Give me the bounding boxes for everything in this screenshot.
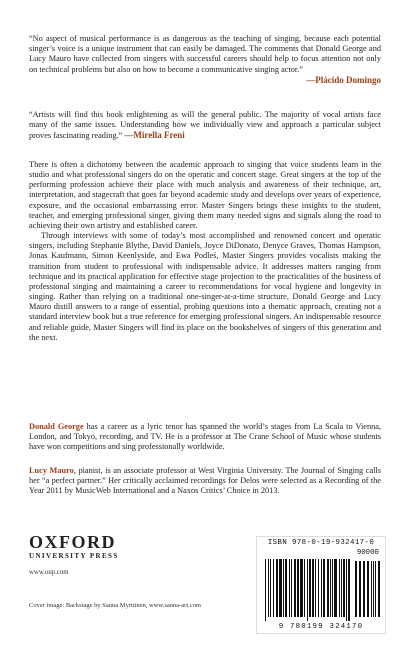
barcode-bar xyxy=(309,559,311,617)
barcode-addon-bar xyxy=(373,561,374,617)
quote-domingo-text: “No aspect of musical performance is as dangerous as the teaching of singing, because each potential singer’s voice is a unique instrument that can easily be damaged. The comments that Donald George and Lucy Mauro have collected from singers with successful careers should help to focus attention not only on technical problems but also on how to become a communicative singing actor.” xyxy=(29,34,381,74)
publisher-subtitle: UNIVERSITY PRESS xyxy=(29,552,119,560)
barcode-bar xyxy=(294,559,296,617)
barcode-bar xyxy=(307,559,308,621)
quote-domingo-attribution: —Plácido Domingo xyxy=(306,74,381,85)
bio-donald-george xyxy=(29,422,381,452)
publisher-logo xyxy=(29,533,139,560)
book-description xyxy=(29,160,381,343)
bio-lucy-mauro xyxy=(29,466,381,496)
barcode-bar xyxy=(339,559,340,617)
bio-george-name: Donald George xyxy=(29,422,84,431)
barcode-addon-bar xyxy=(355,561,357,617)
barcode-bar xyxy=(327,559,329,617)
barcode-bar xyxy=(268,559,269,617)
barcode-addon-bar xyxy=(371,561,372,617)
quote-freni-attribution: —Mirella Freni xyxy=(124,130,185,141)
barcode-bar xyxy=(321,559,322,617)
barcode-bar xyxy=(285,559,287,617)
publisher-website: www.oup.com xyxy=(29,569,69,576)
ean-number: 9 780199 324170 xyxy=(278,623,364,631)
barcode-bar xyxy=(265,559,266,621)
cover-image-credit: Cover image: Backstage by Sanna Myrttinen, www.sanna-art.com xyxy=(29,602,201,609)
barcode-addon-bar xyxy=(367,561,369,617)
barcode-bar xyxy=(318,559,319,617)
barcode-bar xyxy=(348,559,350,621)
barcode-bar xyxy=(279,559,282,617)
quote-domingo xyxy=(29,34,381,85)
barcode-addon-bar xyxy=(375,561,376,617)
barcode-bar xyxy=(304,559,305,617)
barcode-bar xyxy=(291,559,292,617)
barcode-addon-bar xyxy=(363,561,365,617)
bio-mauro-body xyxy=(29,466,381,496)
barcode-bar xyxy=(323,559,325,617)
description-paragraph-2: Through interviews with some of today’s most accomplished and renowned concert and operatic singers, including Stephanie Blythe, David Daniels, Joyce DiDonato, Denyce Graves, Thomas Hampson, Jonas Kaufmann, Simon Keenlyside, and Ewa Podleś, Master Singers provides vocalists making the transition from student to professional with indispensable advice. It addresses matters ranging from technique and its practical application for effective stage projection to the practicalities of the business of professional singing and maintaining a career to recommendations for vocal hygiene and longevity in singing. Rather than relying on a traditional one-singer-at-a-time structure, Donald George and Lucy Mauro distill answers to a range of essential, probing questions into a thematic approach, creating not a standard interview book but a true reference for emerging professional singers. An indispensable resource and reliable guide, Master Singers will find its place on the bookshelves of singers of this generation and the next. xyxy=(29,231,381,342)
bio-george-body xyxy=(29,422,381,452)
description-paragraph-1: There is often a dichotomy between the academic approach to singing that voice students learn in the studio and what professional singers do on the operatic and concert stage. Great singers at the top of the performing profession achieve their place with much analysis and awareness of their technique, art, interpretation, and stagecraft that goes far beyond academic study and develops over years of experience, exposure, and the occasional embarrassing error. Master Singers brings these insights to the student, teacher, and emerging professional singer, giving them many needed signs and signals along the road to achieving their own artistry and established career. xyxy=(29,160,381,230)
barcode-bar xyxy=(276,559,278,617)
barcode-bar xyxy=(343,559,345,617)
quote-freni-text: “Artists will find this book enlightening as will the general public. The majority of vocal artists face many of the same issues. Understanding how we individually view and approach a particular subject proves fascinating reading.” xyxy=(29,110,381,141)
quote-freni xyxy=(29,110,381,142)
barcode-bar xyxy=(332,559,333,617)
bio-mauro-name: Lucy Mauro xyxy=(29,466,74,475)
barcode-bar xyxy=(289,559,290,617)
barcode-bar xyxy=(334,559,337,617)
isbn-text: ISBN 978-0-19-932417-0 xyxy=(267,539,375,547)
price-code: 90000 xyxy=(356,549,379,557)
bio-george-text: has a career as a lyric tenor has spanned the world’s stages from La Scala to Vienna, London, and Tokyo, recording, and TV. He is a professor at The Crane School of Music whose students have won competitions and sing professionally worldwide. xyxy=(29,422,381,452)
barcode-bar xyxy=(300,559,303,617)
barcode-bar xyxy=(283,559,284,617)
barcode-addon-bar xyxy=(359,561,361,617)
barcode-graphic xyxy=(257,537,385,633)
barcode-addon-bar xyxy=(378,561,380,617)
barcode-bar xyxy=(297,559,299,617)
isbn-barcode xyxy=(256,536,386,634)
barcode-bar xyxy=(312,559,314,617)
barcode-bar xyxy=(346,559,347,621)
barcode-bar xyxy=(273,559,274,617)
publisher-name: OXFORD xyxy=(29,532,116,552)
barcode-bar xyxy=(315,559,316,617)
barcode-bar xyxy=(341,559,342,617)
bio-mauro-text: , pianist, is an associate professor at West Virginia University. The Journal of Singing calls her “a perfect partner.” Her critically acclaimed recordings for Delos were selected as a Recording of the Year 2011 by MusicWeb International and a Naxos Critics’ Choice in 2013. xyxy=(29,466,381,496)
quote-freni-body xyxy=(29,110,381,142)
barcode-bar xyxy=(330,559,331,617)
barcode-bar xyxy=(270,559,271,617)
